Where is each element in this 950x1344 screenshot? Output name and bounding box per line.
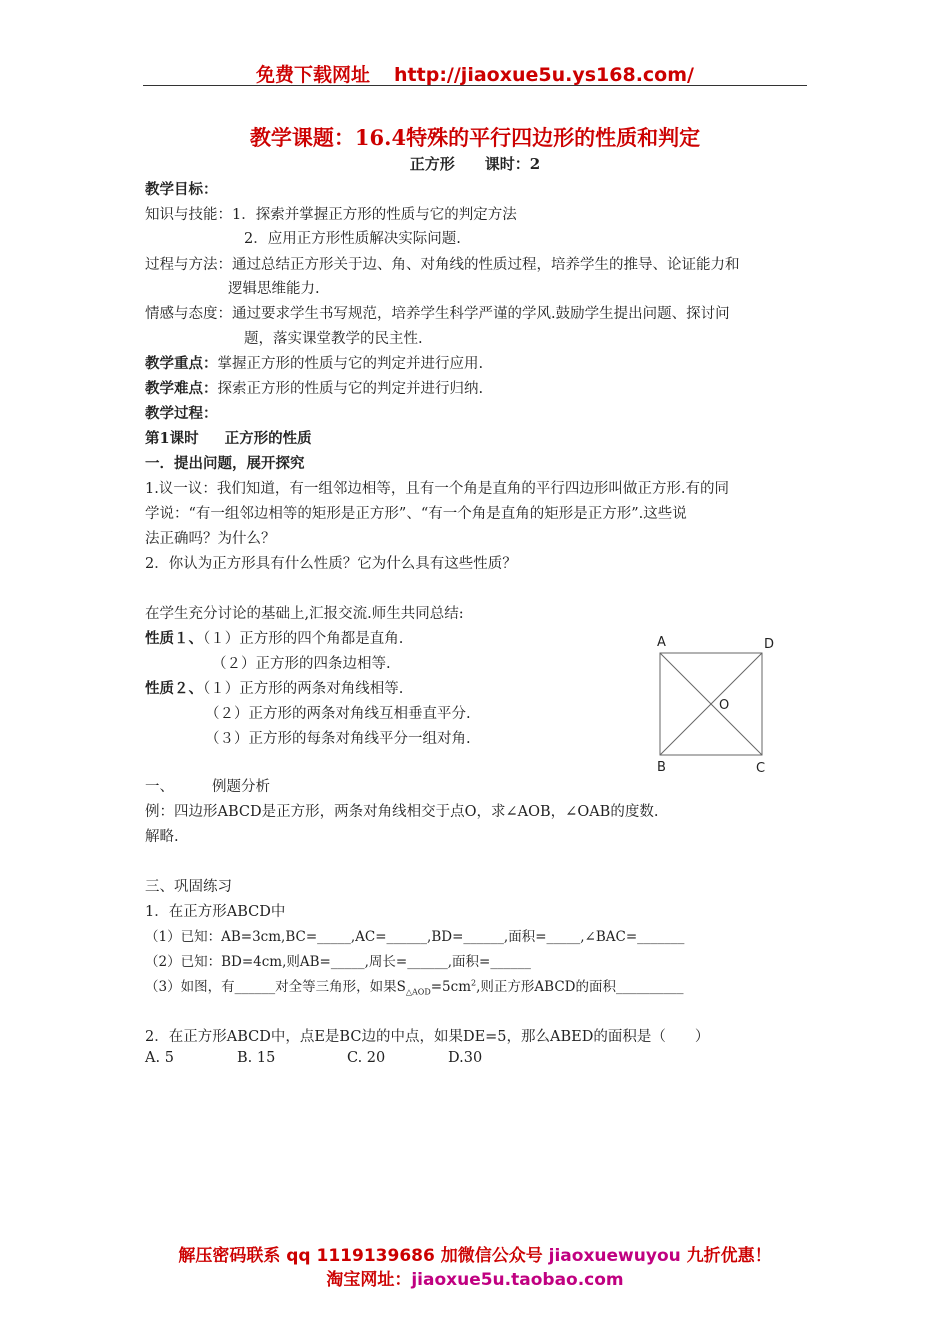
header-url-link[interactable]: http://jiaoxue5u.ys168.com/: [394, 64, 694, 86]
knowledge-text-2: 2．应用正方形性质解决实际问题.: [244, 231, 461, 247]
prop1-text-1: （１）正方形的四个角都是直角.: [203, 631, 404, 647]
knowledge-label: 知识与技能：: [145, 207, 232, 223]
exercise-1-1: （1）已知：AB=3cm,BC=_____,AC=______,BD=______,面积=_____,∠BAC=_______: [145, 929, 685, 945]
footer-shop-label: 淘宝网址：: [326, 1270, 412, 1290]
emotion-line-1: [145, 302, 730, 323]
knowledge-line-1: [145, 203, 517, 224]
q1-line-1: 1.议一议：我们知道，有一组邻边相等，且有一个角是直角的平行四边形叫做正方形.有的同: [145, 481, 729, 497]
option-a: A. 5: [145, 1050, 174, 1066]
page-header: [0, 60, 950, 87]
summary-line: 在学生充分讨论的基础上,汇报交流.师生共同总结:: [145, 606, 464, 622]
exercise-1-3-c: ,则正方形ABCD的面积__________: [476, 979, 684, 995]
difficulty-text: 探索正方形的性质与它的判定并进行归纳.: [217, 381, 484, 397]
subtitle-period: 课时：2: [484, 155, 541, 173]
lesson-label: 第1课时: [145, 430, 199, 447]
process-heading: 教学过程：: [145, 405, 218, 422]
process-line-1: [145, 253, 740, 274]
key-point-text: 掌握正方形的性质与它的判定并进行应用.: [217, 356, 484, 372]
prop2-text-3: （３）正方形的每条对角线平分一组对角.: [205, 731, 471, 747]
prop1-text-2: （２）正方形的四条边相等.: [212, 656, 391, 672]
page-title: 教学课题：16.4特殊的平行四边形的性质和判定: [249, 125, 701, 150]
q1-line-2: 学说：“有一组邻边相等的矩形是正方形”、“有一个角是直角的矩形是正方形”.这些说: [145, 506, 687, 522]
section2-num: 一、: [145, 779, 174, 795]
option-d: D.30: [448, 1050, 483, 1066]
section1-heading: 一．提出问题，展开探究: [145, 455, 305, 472]
footer-line-2: [0, 1265, 950, 1290]
process-text-1: 通过总结正方形关于边、角、对角线的性质过程，培养学生的推导、论证能力和: [232, 257, 740, 273]
difficulty-label: 教学难点：: [145, 380, 218, 397]
footer-discount: 九折优惠！: [680, 1246, 772, 1266]
option-b: B. 15: [237, 1050, 276, 1066]
solution-line: 解略.: [145, 829, 179, 845]
process-label: 过程与方法：: [145, 257, 232, 273]
exercise-2: 2．在正方形ABCD中，点E是BC边的中点，如果DE=5，那么ABED的面积是（ ）: [145, 1029, 710, 1045]
option-c: C. 20: [347, 1050, 386, 1066]
example-line: 例：四边形ABCD是正方形，两条对角线相交于点O，求∠AOB，∠OAB的度数.: [145, 804, 659, 820]
prop2-label: 性质２、: [145, 680, 203, 697]
prop2-text-2: （２）正方形的两条对角线互相垂直平分.: [205, 706, 471, 722]
prop1-label: 性质１、: [145, 630, 203, 647]
header-divider: [143, 85, 807, 86]
label-c: C: [756, 761, 766, 776]
lesson-line: [145, 427, 312, 448]
q2-line: 2．你认为正方形具有什么性质？它为什么具有这些性质？: [145, 556, 517, 572]
exercise-1-3-sub: △AOD: [405, 987, 431, 997]
key-point: [145, 352, 483, 373]
section3-heading: 三、巩固练习: [145, 879, 232, 895]
goals-heading: 教学目标：: [145, 181, 218, 198]
exercise-1-2: （2）已知：BD=4cm,则AB=_____,周长=______,面积=______: [145, 954, 531, 970]
footer-contact: 解压密码联系 qq 1119139686 加微信公众号: [178, 1246, 549, 1266]
section2-heading: 例题分析: [212, 779, 270, 795]
process-text-2: 逻辑思维能力.: [228, 281, 320, 297]
label-b: B: [657, 760, 666, 775]
subtitle-topic: 正方形: [409, 155, 455, 173]
prop2-line-1: [145, 677, 403, 698]
prop2-text-1: （１）正方形的两条对角线相等.: [203, 681, 404, 697]
label-o: O: [719, 698, 730, 713]
label-a: A: [657, 635, 666, 650]
square-figure: [645, 628, 785, 778]
knowledge-text-1: 1．探索并掌握正方形的性质与它的判定方法: [232, 207, 517, 223]
exercise-1-3-b: =5cm: [430, 979, 472, 995]
key-point-label: 教学重点：: [145, 355, 218, 372]
label-d: D: [764, 637, 775, 652]
footer-shop-link[interactable]: jiaoxue5u.taobao.com: [411, 1270, 624, 1290]
exercise-1-3-a: （3）如图，有______对全等三角形，如果S: [145, 979, 406, 995]
page-subtitle: [0, 153, 950, 174]
footer-line-1: [0, 1241, 950, 1266]
prop1-line-1: [145, 627, 403, 648]
header-label: 免费下载网址: [256, 64, 371, 86]
q1-line-3: 法正确吗？为什么？: [145, 531, 276, 547]
difficulty: [145, 377, 483, 398]
emotion-text-2: 题，落实课堂教学的民主性.: [244, 331, 423, 347]
footer-wechat-link[interactable]: jiaoxuewuyou: [548, 1246, 681, 1266]
exercise-1-3-sup: 2: [471, 978, 477, 988]
emotion-text-1: 通过要求学生书写规范，培养学生科学严谨的学风.鼓励学生提出问题、探讨问: [232, 306, 730, 322]
lesson-topic: 正方形的性质: [224, 430, 312, 447]
emotion-label: 情感与态度：: [145, 306, 232, 322]
exercise-1-3: [145, 975, 683, 997]
exercise-1: 1．在正方形ABCD中: [145, 904, 286, 920]
